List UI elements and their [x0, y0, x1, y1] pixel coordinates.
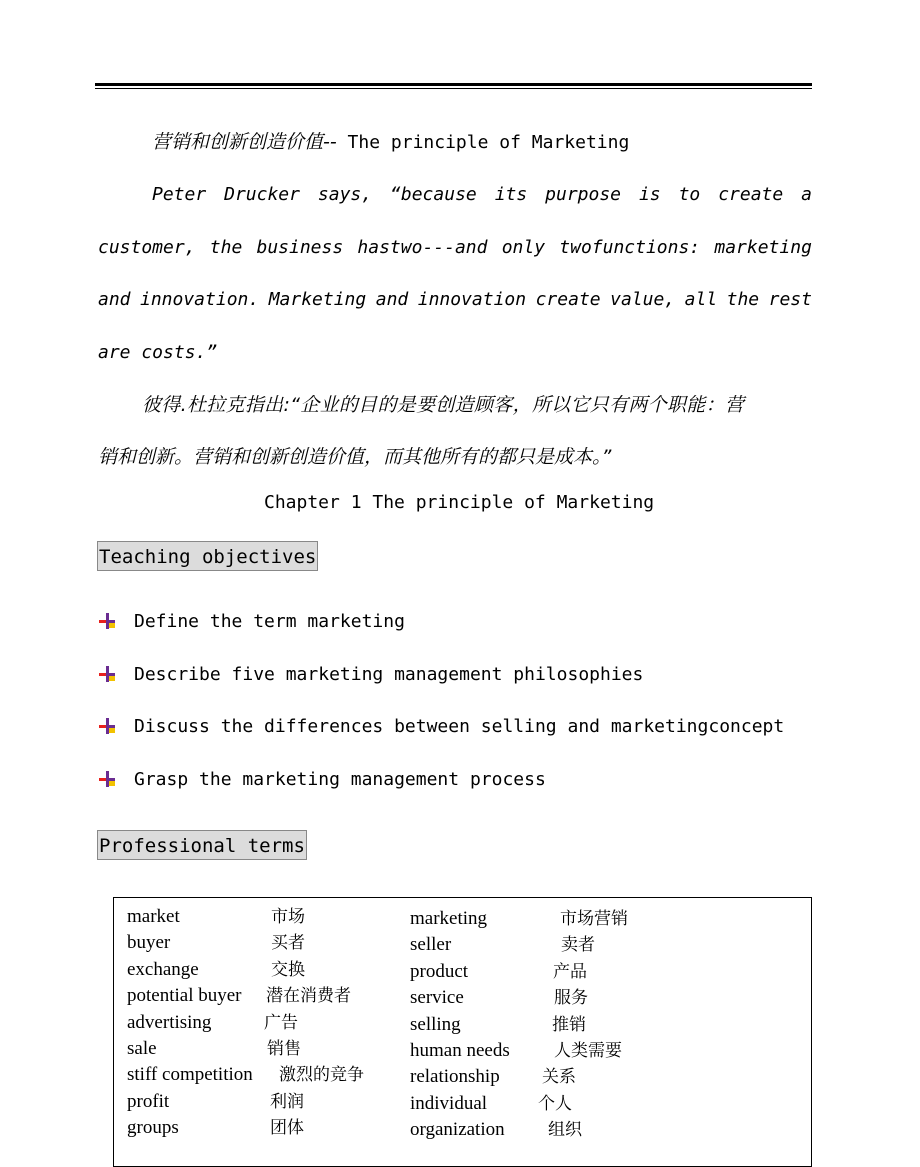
- term-english: market: [127, 906, 180, 927]
- arrow-bullet-icon: [98, 612, 116, 630]
- quote-word: hastwo---and: [357, 237, 488, 258]
- objective-text: Describe five marketing management philosophies: [134, 664, 644, 685]
- term-english: potential buyer: [127, 985, 242, 1007]
- term-english: buyer: [127, 932, 171, 954]
- term-english: individual: [410, 1092, 488, 1114]
- term-chinese: 组织: [548, 1120, 582, 1141]
- quote-word: Drucker: [224, 184, 300, 205]
- quote-word: says,: [317, 184, 373, 205]
- intro-heading-en: The principle of Marketing: [336, 132, 630, 153]
- header-rule-thin: [95, 88, 812, 89]
- objective-text: Define the term marketing: [134, 611, 405, 632]
- chinese-quote-line-2: 销和创新。营销和创新创造价值，而其他所有的都只是成本。”: [98, 446, 612, 468]
- professional-terms-label: Professional terms: [97, 830, 307, 860]
- intro-heading-zh: 营销和创新创造价值--: [152, 131, 337, 153]
- quote-word: twofunctions:: [559, 237, 701, 258]
- term-chinese: 产品: [553, 961, 587, 982]
- objective-text: Discuss the differences between selling and marketingconcept: [134, 716, 785, 737]
- term-chinese: 买者: [271, 933, 305, 954]
- term-chinese: 团体: [270, 1118, 304, 1139]
- term-english: organization: [410, 1119, 505, 1141]
- term-chinese: 交换: [271, 959, 305, 980]
- chapter-title: Chapter 1 The principle of Marketing: [264, 492, 655, 513]
- term-chinese: 广告: [264, 1012, 298, 1033]
- quote-word: is: [638, 184, 661, 205]
- term-english: selling: [410, 1013, 461, 1035]
- term-english: product: [410, 960, 469, 982]
- term-english: exchange: [127, 958, 199, 980]
- quote-word: Marketing: [268, 289, 367, 310]
- quote-word: create: [535, 289, 601, 310]
- quote-word: Peter: [152, 184, 207, 205]
- quote-word: purpose: [545, 184, 621, 205]
- arrow-bullet-icon: [98, 717, 116, 735]
- term-chinese: 人类需要: [554, 1041, 622, 1061]
- term-chinese: 销售: [267, 1039, 301, 1059]
- quote-line-1: [152, 184, 812, 206]
- quote-word: and: [98, 289, 131, 310]
- term-english: relationship: [410, 1066, 500, 1088]
- quote-word: to: [678, 184, 701, 205]
- term-english: service: [410, 987, 464, 1009]
- quote-line-4: are costs.”: [98, 342, 218, 363]
- quote-line-3: [98, 289, 812, 311]
- objective-text: Grasp the marketing management process: [134, 769, 546, 790]
- quote-word: innovation.: [140, 289, 260, 310]
- quote-word: “because: [390, 184, 477, 205]
- header-rule-thick: [95, 83, 812, 86]
- term-chinese: 服务: [554, 988, 588, 1009]
- terms-table: [113, 897, 812, 1167]
- quote-word: a: [801, 184, 812, 205]
- arrow-bullet-icon: [98, 665, 116, 683]
- quote-word: and: [375, 289, 409, 310]
- term-chinese: 激烈的竞争: [279, 1065, 364, 1086]
- term-english: stiff competition: [127, 1064, 253, 1086]
- quote-word: rest: [768, 289, 812, 310]
- term-chinese: 推销: [552, 1014, 586, 1035]
- term-chinese: 关系: [542, 1067, 576, 1088]
- teaching-objectives-label: Teaching objectives: [97, 541, 318, 571]
- quote-word: customer,: [98, 237, 196, 258]
- quote-word: business: [256, 237, 344, 258]
- term-chinese: 市场营销: [560, 909, 628, 929]
- term-english: advertising: [127, 1011, 212, 1033]
- term-english: profit: [127, 1090, 170, 1112]
- quote-word: the: [209, 237, 243, 258]
- term-chinese: 个人: [538, 1093, 572, 1114]
- term-chinese: 利润: [270, 1091, 304, 1112]
- quote-word: only: [501, 237, 546, 258]
- quote-line-2: [98, 237, 812, 259]
- term-chinese: 卖者: [561, 935, 595, 956]
- quote-word: marketing: [714, 237, 812, 258]
- quote-word: value,: [610, 289, 676, 310]
- term-chinese: 市场: [271, 907, 305, 927]
- term-english: sale: [127, 1038, 157, 1059]
- quote-word: its: [494, 184, 528, 205]
- intro-heading: [152, 131, 629, 154]
- quote-word: all: [684, 289, 718, 310]
- quote-word: create: [718, 184, 784, 205]
- quote-word: the: [726, 289, 760, 310]
- term-english: marketing: [410, 908, 488, 929]
- term-english: seller: [410, 934, 452, 956]
- quote-word: innovation: [417, 289, 527, 310]
- term-english: groups: [127, 1117, 179, 1139]
- term-chinese: 潜在消费者: [266, 986, 351, 1007]
- arrow-bullet-icon: [98, 770, 116, 788]
- chinese-quote-line-1: 彼得.杜拉克指出:“企业的目的是要创造顾客，所以它只有两个职能：营: [142, 394, 745, 416]
- term-english: human needs: [410, 1040, 510, 1061]
